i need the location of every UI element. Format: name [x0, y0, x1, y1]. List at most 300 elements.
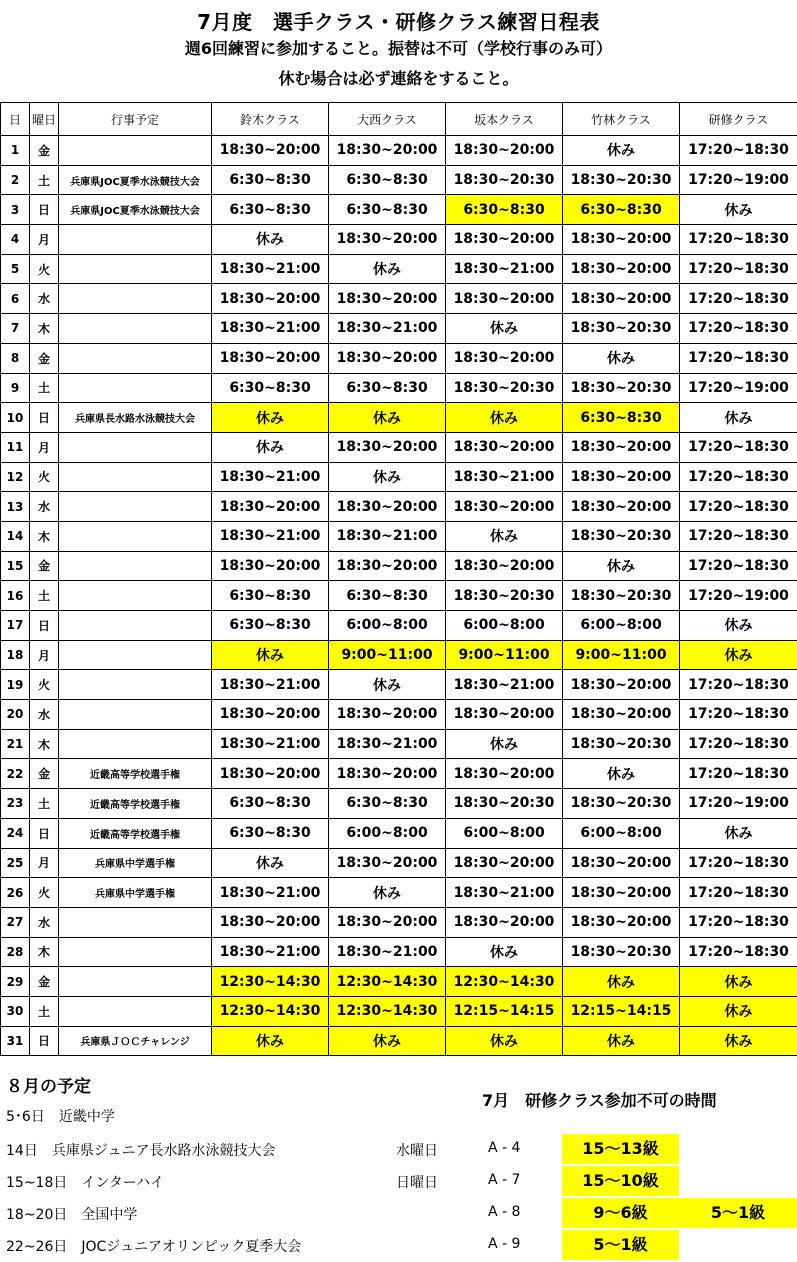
schedule-cell: 18:30~20:00 [329, 551, 446, 581]
schedule-cell: 12:30~14:30 [212, 967, 329, 997]
weekday-cell: 金 [30, 551, 59, 581]
day-cell: 21 [1, 729, 30, 759]
schedule-cell: 12:30~14:30 [329, 996, 446, 1026]
event-cell: 兵庫県中学選手権 [59, 848, 212, 878]
schedule-cell: 6:30~8:30 [563, 403, 680, 433]
exclusion-day: 日曜日 [396, 1175, 438, 1191]
august-event: JOCジュニアオリンピック夏季大会 [81, 1239, 302, 1255]
day-cell: 5 [1, 254, 30, 284]
schedule-cell: 休み [680, 996, 797, 1026]
exclusion-class: A - 9 [488, 1236, 521, 1252]
day-cell: 17 [1, 611, 30, 641]
schedule-cell: 17:20~18:30 [680, 937, 797, 967]
event-cell [59, 521, 212, 551]
table-row [1, 254, 797, 284]
schedule-cell: 18:30~20:00 [446, 225, 563, 255]
weekday-cell: 日 [30, 611, 59, 641]
schedule-cell: 18:30~20:00 [446, 343, 563, 373]
event-cell [59, 729, 212, 759]
schedule-cell: 18:30~20:30 [563, 165, 680, 195]
schedule-cell: 17:20~18:30 [680, 521, 797, 551]
exclusion-title: 7月 研修クラス参加不可の時間 [482, 1091, 717, 1110]
schedule-cell: 18:30~20:00 [329, 284, 446, 314]
schedule-cell: 18:30~20:00 [446, 907, 563, 937]
schedule-cell: 17:20~18:30 [680, 136, 797, 166]
day-cell: 31 [1, 1026, 30, 1056]
schedule-cell: 18:30~20:00 [329, 848, 446, 878]
weekday-cell: 木 [30, 937, 59, 967]
august-date: 5･6日 [6, 1109, 45, 1125]
schedule-cell: 6:30~8:30 [212, 789, 329, 819]
schedule-cell: 休み [212, 403, 329, 433]
exclusion-day: 水曜日 [396, 1143, 438, 1159]
schedule-cell: 18:30~20:00 [563, 670, 680, 700]
weekday-cell: 金 [30, 759, 59, 789]
bottom-section [0, 1068, 797, 1262]
schedule-cell: 休み [446, 314, 563, 344]
event-cell [59, 225, 212, 255]
day-cell: 14 [1, 521, 30, 551]
schedule-cell: 6:30~8:30 [212, 165, 329, 195]
schedule-cell: 6:00~8:00 [446, 818, 563, 848]
table-row [1, 165, 797, 195]
weekday-cell: 日 [30, 1026, 59, 1056]
august-event: 兵庫県ジュニア長水路水泳競技大会 [51, 1143, 276, 1159]
table-row [1, 996, 797, 1026]
event-cell: 近畿高等学校選手権 [59, 759, 212, 789]
schedule-cell: 休み [446, 521, 563, 551]
schedule-cell: 17:20~18:30 [680, 462, 797, 492]
schedule-cell: 17:20~18:30 [680, 432, 797, 462]
table-row [1, 789, 797, 819]
day-cell: 24 [1, 818, 30, 848]
schedule-cell: 18:30~20:00 [212, 136, 329, 166]
day-cell: 30 [1, 996, 30, 1026]
schedule-cell: 18:30~20:00 [563, 432, 680, 462]
exclusion-grade: 15～10級 [562, 1166, 679, 1196]
event-cell [59, 373, 212, 403]
table-row [1, 462, 797, 492]
schedule-cell: 6:30~8:30 [212, 373, 329, 403]
table-row [1, 343, 797, 373]
table-row [1, 432, 797, 462]
schedule-cell: 休み [329, 462, 446, 492]
schedule-cell: 18:30~21:00 [329, 314, 446, 344]
schedule-cell: 18:30~20:00 [446, 700, 563, 730]
day-cell: 2 [1, 165, 30, 195]
schedule-cell: 18:30~20:00 [563, 225, 680, 255]
event-cell: 兵庫県長水路水泳競技大会 [59, 403, 212, 433]
day-cell: 20 [1, 700, 30, 730]
schedule-cell: 18:30~21:00 [212, 254, 329, 284]
table-row [1, 195, 797, 225]
schedule-cell: 6:30~8:30 [563, 195, 680, 225]
table-row [1, 492, 797, 522]
schedule-cell: 17:20~18:30 [680, 225, 797, 255]
event-cell [59, 611, 212, 641]
table-row [1, 373, 797, 403]
schedule-cell: 6:00~8:00 [329, 818, 446, 848]
schedule-cell: 6:30~8:30 [329, 789, 446, 819]
weekday-cell: 土 [30, 165, 59, 195]
schedule-cell: 17:20~18:30 [680, 314, 797, 344]
schedule-cell: 18:30~20:00 [563, 462, 680, 492]
schedule-cell: 18:30~20:00 [563, 907, 680, 937]
exclusion-grade: 15～13級 [562, 1134, 679, 1164]
event-cell: 兵庫県ＪＯＣチャレンジ [59, 1026, 212, 1056]
august-item [6, 1204, 137, 1224]
august-item [6, 1106, 115, 1126]
schedule-cell: 6:30~8:30 [212, 195, 329, 225]
schedule-cell: 18:30~20:00 [329, 343, 446, 373]
event-cell: 近畿高等学校選手権 [59, 818, 212, 848]
exclusion-grade: 9～6級 [562, 1198, 679, 1228]
page-title: 7月度 選手クラス・研修クラス練習日程表 [197, 10, 600, 34]
event-cell [59, 432, 212, 462]
schedule-cell: 9:00~11:00 [446, 640, 563, 670]
column-header: 坂本クラス [446, 103, 563, 136]
schedule-cell: 休み [680, 640, 797, 670]
schedule-cell: 18:30~21:00 [212, 670, 329, 700]
event-cell [59, 136, 212, 166]
schedule-cell: 18:30~20:00 [329, 492, 446, 522]
schedule-cell: 18:30~21:00 [212, 729, 329, 759]
weekday-cell: 木 [30, 729, 59, 759]
august-date: 14日 [6, 1143, 38, 1159]
schedule-cell: 17:20~18:30 [680, 551, 797, 581]
table-row [1, 848, 797, 878]
schedule-cell: 休み [212, 1026, 329, 1056]
schedule-cell: 18:30~20:00 [563, 848, 680, 878]
schedule-cell: 12:30~14:30 [329, 967, 446, 997]
schedule-cell: 6:00~8:00 [563, 611, 680, 641]
schedule-cell: 12:30~14:30 [446, 967, 563, 997]
schedule-cell: 17:20~18:30 [680, 759, 797, 789]
schedule-cell: 18:30~20:00 [446, 492, 563, 522]
schedule-cell: 18:30~20:00 [329, 136, 446, 166]
schedule-cell: 17:20~18:30 [680, 878, 797, 908]
schedule-cell: 17:20~18:30 [680, 343, 797, 373]
schedule-cell: 18:30~20:00 [446, 432, 563, 462]
exclusion-class: A - 7 [488, 1172, 521, 1188]
exclusion-class: A - 8 [488, 1204, 521, 1220]
schedule-cell: 18:30~20:00 [329, 700, 446, 730]
column-header: 大西クラス [329, 103, 446, 136]
weekday-cell: 日 [30, 403, 59, 433]
schedule-cell: 6:00~8:00 [563, 818, 680, 848]
schedule-cell: 18:30~21:00 [329, 729, 446, 759]
day-cell: 12 [1, 462, 30, 492]
event-cell [59, 254, 212, 284]
column-header: 行事予定 [59, 103, 212, 136]
schedule-cell: 18:30~20:00 [563, 254, 680, 284]
schedule-cell: 休み [680, 1026, 797, 1056]
schedule-cell: 18:30~21:00 [212, 878, 329, 908]
day-cell: 18 [1, 640, 30, 670]
day-cell: 15 [1, 551, 30, 581]
rule-line-1: 週6回練習に参加すること。振替は不可（学校行事のみ可） [184, 39, 613, 58]
schedule-cell: 18:30~21:00 [446, 254, 563, 284]
schedule-cell: 休み [329, 403, 446, 433]
schedule-cell: 18:30~20:30 [563, 937, 680, 967]
schedule-table [0, 102, 797, 1056]
weekday-cell: 月 [30, 848, 59, 878]
schedule-cell: 休み [212, 848, 329, 878]
schedule-cell: 18:30~20:30 [446, 581, 563, 611]
weekday-cell: 土 [30, 996, 59, 1026]
schedule-cell: 18:30~20:00 [563, 492, 680, 522]
schedule-cell: 6:30~8:30 [329, 373, 446, 403]
weekday-cell: 日 [30, 195, 59, 225]
schedule-cell: 17:20~18:30 [680, 492, 797, 522]
day-cell: 9 [1, 373, 30, 403]
table-row [1, 611, 797, 641]
schedule-cell: 休み [446, 1026, 563, 1056]
column-header: 研修クラス [680, 103, 797, 136]
august-item [6, 1236, 301, 1256]
day-cell: 4 [1, 225, 30, 255]
schedule-cell: 18:30~20:30 [563, 789, 680, 819]
day-cell: 10 [1, 403, 30, 433]
schedule-cell: 休み [329, 670, 446, 700]
schedule-cell: 18:30~21:00 [329, 521, 446, 551]
day-cell: 8 [1, 343, 30, 373]
event-cell [59, 343, 212, 373]
table-row [1, 136, 797, 166]
schedule-cell: 休み [212, 225, 329, 255]
schedule-cell: 18:30~20:00 [329, 907, 446, 937]
schedule-cell: 18:30~20:30 [563, 581, 680, 611]
event-cell [59, 967, 212, 997]
schedule-cell: 18:30~20:30 [446, 373, 563, 403]
schedule-cell: 休み [680, 818, 797, 848]
schedule-cell: 18:30~20:00 [446, 551, 563, 581]
table-row [1, 700, 797, 730]
exclusion-grade: 5～1級 [562, 1230, 679, 1260]
schedule-cell: 17:20~19:00 [680, 373, 797, 403]
event-cell [59, 462, 212, 492]
schedule-cell: 18:30~20:30 [563, 373, 680, 403]
schedule-cell: 17:20~18:30 [680, 729, 797, 759]
schedule-cell: 18:30~20:30 [563, 521, 680, 551]
event-cell [59, 581, 212, 611]
schedule-cell: 18:30~21:00 [446, 462, 563, 492]
schedule-cell: 9:00~11:00 [329, 640, 446, 670]
schedule-cell: 18:30~20:00 [212, 343, 329, 373]
weekday-cell: 金 [30, 136, 59, 166]
table-row [1, 878, 797, 908]
day-cell: 6 [1, 284, 30, 314]
august-date: 15~18日 [6, 1175, 68, 1191]
table-row [1, 759, 797, 789]
august-event: 近畿中学 [58, 1109, 115, 1125]
weekday-cell: 火 [30, 462, 59, 492]
event-cell: 兵庫県JOC夏季水泳競技大会 [59, 165, 212, 195]
day-cell: 22 [1, 759, 30, 789]
schedule-cell: 18:30~20:30 [563, 729, 680, 759]
schedule-cell: 6:30~8:30 [212, 581, 329, 611]
event-cell [59, 700, 212, 730]
weekday-cell: 月 [30, 432, 59, 462]
schedule-cell: 18:30~20:00 [446, 848, 563, 878]
schedule-cell: 休み [563, 967, 680, 997]
schedule-cell: 6:30~8:30 [329, 165, 446, 195]
weekday-cell: 木 [30, 521, 59, 551]
schedule-cell: 18:30~20:00 [212, 551, 329, 581]
schedule-cell: 休み [680, 967, 797, 997]
table-row [1, 640, 797, 670]
schedule-cell: 休み [680, 611, 797, 641]
schedule-cell: 18:30~20:00 [563, 700, 680, 730]
weekday-cell: 火 [30, 878, 59, 908]
day-cell: 29 [1, 967, 30, 997]
schedule-cell: 18:30~20:00 [212, 907, 329, 937]
table-row [1, 818, 797, 848]
weekday-cell: 水 [30, 700, 59, 730]
table-row [1, 670, 797, 700]
rule-line-2: 休む場合は必ず連絡をすること。 [278, 69, 519, 88]
day-cell: 26 [1, 878, 30, 908]
schedule-cell: 6:30~8:30 [446, 195, 563, 225]
schedule-cell: 17:20~18:30 [680, 848, 797, 878]
table-row [1, 521, 797, 551]
schedule-cell: 12:15~14:15 [563, 996, 680, 1026]
event-cell: 近畿高等学校選手権 [59, 789, 212, 819]
schedule-cell: 休み [680, 195, 797, 225]
day-cell: 27 [1, 907, 30, 937]
table-row [1, 937, 797, 967]
table-row [1, 1026, 797, 1056]
table-row [1, 225, 797, 255]
schedule-cell: 17:20~19:00 [680, 581, 797, 611]
schedule-cell: 18:30~21:00 [446, 670, 563, 700]
schedule-cell: 17:20~18:30 [680, 670, 797, 700]
day-cell: 3 [1, 195, 30, 225]
schedule-cell: 18:30~21:00 [212, 521, 329, 551]
schedule-cell: 休み [680, 403, 797, 433]
august-event: 全国中学 [81, 1207, 138, 1223]
event-cell [59, 907, 212, 937]
schedule-cell: 18:30~21:00 [446, 878, 563, 908]
schedule-cell: 18:30~20:00 [446, 759, 563, 789]
august-date: 18~20日 [6, 1207, 68, 1223]
weekday-cell: 日 [30, 818, 59, 848]
schedule-cell: 6:30~8:30 [329, 195, 446, 225]
schedule-cell: 休み [563, 136, 680, 166]
table-row [1, 967, 797, 997]
schedule-cell: 9:00~11:00 [563, 640, 680, 670]
schedule-cell: 18:30~20:00 [212, 759, 329, 789]
schedule-cell: 12:15~14:15 [446, 996, 563, 1026]
schedule-body [1, 136, 797, 1056]
day-cell: 11 [1, 432, 30, 462]
event-cell [59, 937, 212, 967]
schedule-cell: 18:30~20:00 [446, 284, 563, 314]
weekday-cell: 月 [30, 640, 59, 670]
august-item [6, 1140, 276, 1160]
column-header: 鈴木クラス [212, 103, 329, 136]
weekday-cell: 土 [30, 373, 59, 403]
event-cell [59, 640, 212, 670]
day-cell: 16 [1, 581, 30, 611]
august-item [6, 1172, 164, 1192]
schedule-cell: 17:20~18:30 [680, 254, 797, 284]
schedule-cell: 18:30~20:00 [563, 878, 680, 908]
schedule-cell: 18:30~20:30 [563, 314, 680, 344]
page-header [0, 0, 797, 98]
exclusion-class: A - 4 [488, 1140, 521, 1156]
event-cell [59, 551, 212, 581]
schedule-cell: 6:00~8:00 [446, 611, 563, 641]
day-cell: 28 [1, 937, 30, 967]
schedule-cell: 休み [563, 343, 680, 373]
day-cell: 1 [1, 136, 30, 166]
weekday-cell: 土 [30, 789, 59, 819]
schedule-cell: 18:30~20:00 [329, 759, 446, 789]
schedule-cell: 休み [563, 1026, 680, 1056]
weekday-cell: 金 [30, 343, 59, 373]
table-row [1, 284, 797, 314]
day-cell: 13 [1, 492, 30, 522]
schedule-cell: 12:30~14:30 [212, 996, 329, 1026]
schedule-cell: 18:30~20:30 [446, 789, 563, 819]
table-row [1, 729, 797, 759]
weekday-cell: 水 [30, 284, 59, 314]
table-header-row [1, 103, 797, 136]
schedule-cell: 18:30~20:00 [446, 136, 563, 166]
weekday-cell: 土 [30, 581, 59, 611]
schedule-cell: 18:30~20:30 [446, 165, 563, 195]
event-cell: 兵庫県JOC夏季水泳競技大会 [59, 195, 212, 225]
event-cell [59, 314, 212, 344]
schedule-cell: 休み [212, 432, 329, 462]
schedule-cell: 休み [329, 254, 446, 284]
schedule-cell: 休み [563, 759, 680, 789]
schedule-cell: 6:00~8:00 [329, 611, 446, 641]
august-event: インターハイ [81, 1175, 165, 1191]
weekday-cell: 水 [30, 492, 59, 522]
schedule-cell: 休み [329, 878, 446, 908]
schedule-cell: 休み [446, 937, 563, 967]
schedule-cell: 休み [446, 729, 563, 759]
event-cell [59, 670, 212, 700]
schedule-cell: 休み [446, 403, 563, 433]
event-cell [59, 996, 212, 1026]
exclusion-grade-extra: 5～1級 [679, 1198, 797, 1228]
schedule-cell: 18:30~21:00 [212, 937, 329, 967]
weekday-cell: 月 [30, 225, 59, 255]
weekday-cell: 水 [30, 907, 59, 937]
schedule-cell: 休み [563, 551, 680, 581]
schedule-cell: 18:30~21:00 [329, 937, 446, 967]
weekday-cell: 火 [30, 254, 59, 284]
table-row [1, 551, 797, 581]
schedule-cell: 18:30~21:00 [212, 314, 329, 344]
day-cell: 19 [1, 670, 30, 700]
weekday-cell: 火 [30, 670, 59, 700]
table-row [1, 581, 797, 611]
weekday-cell: 金 [30, 967, 59, 997]
day-cell: 25 [1, 848, 30, 878]
schedule-cell: 18:30~20:00 [212, 284, 329, 314]
day-cell: 7 [1, 314, 30, 344]
column-header: 竹林クラス [563, 103, 680, 136]
event-cell [59, 284, 212, 314]
table-row [1, 314, 797, 344]
schedule-cell: 17:20~18:30 [680, 284, 797, 314]
schedule-cell: 6:30~8:30 [212, 818, 329, 848]
column-header: 曜日 [30, 103, 59, 136]
